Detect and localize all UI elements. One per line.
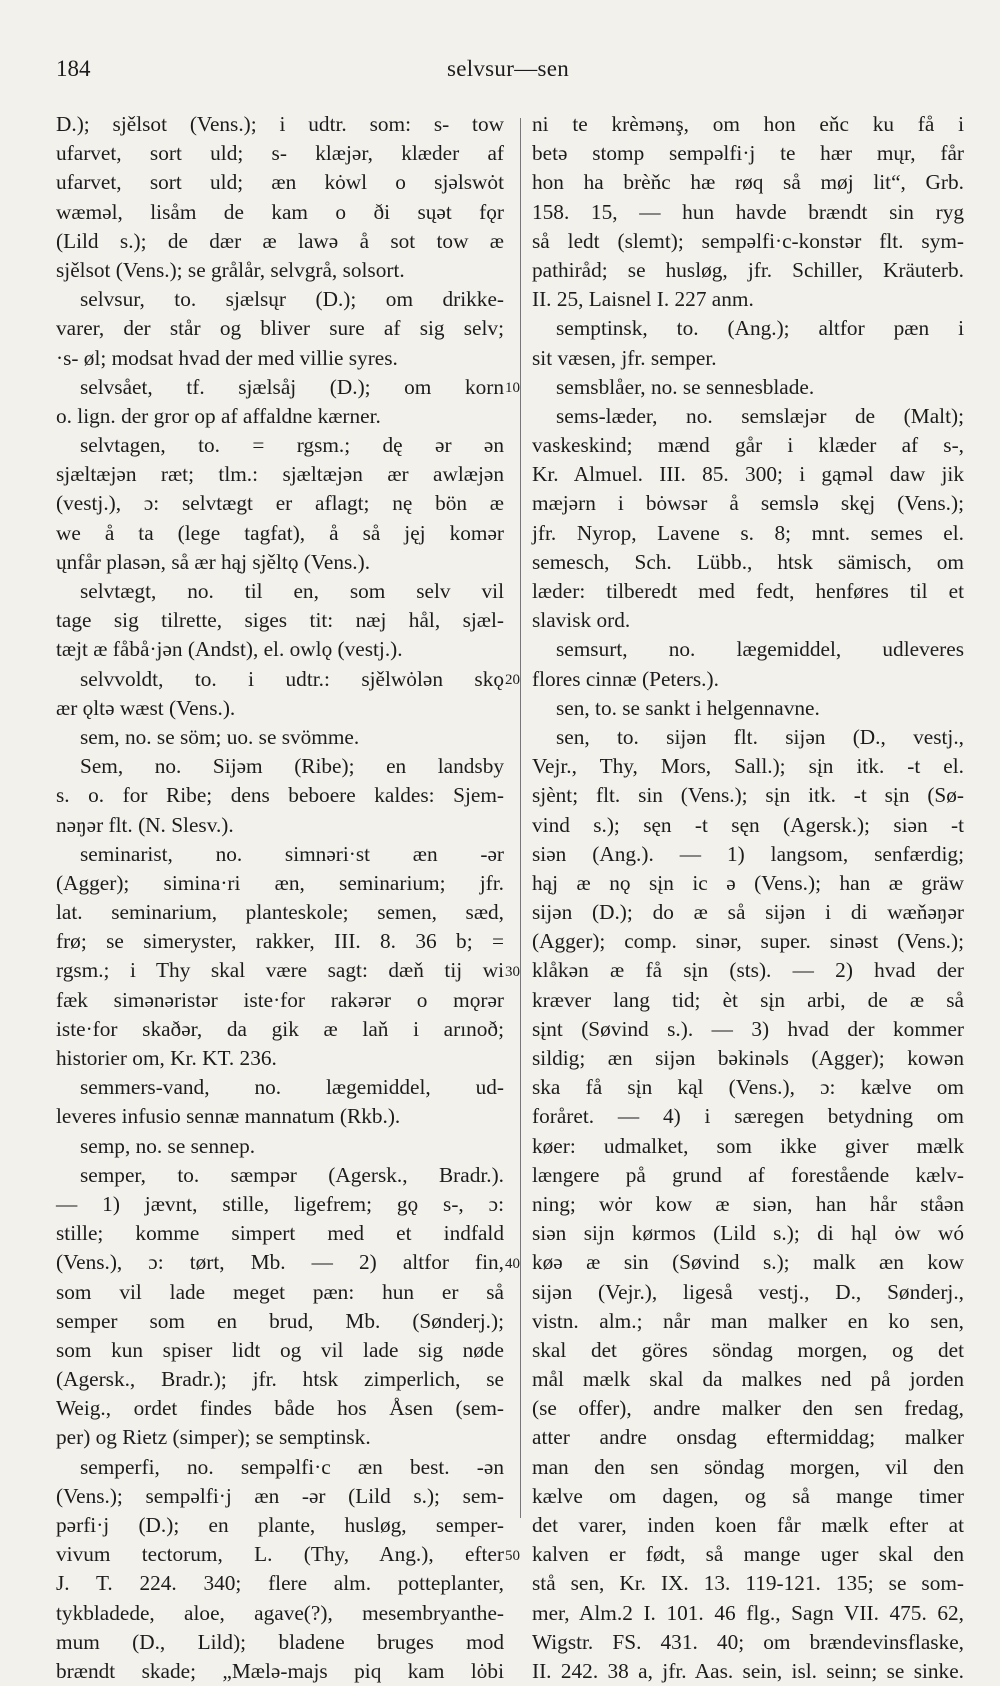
text-line: sem, no. se söm; uo. se svömme. bbox=[80, 724, 360, 749]
text-line: iste·for skaðər, da gik æ laň i arınoð; bbox=[56, 1016, 504, 1041]
text-line: tykbladede, aloe, agave(?), mesembryanthe- bbox=[56, 1600, 504, 1625]
text-line: stå sen, Kr. IX. 13. 119-121. 135; se som- bbox=[532, 1571, 964, 1596]
text-line: II. 242. 38 a, jfr. Aas. sein, isl. seinn; se sinke. bbox=[532, 1658, 964, 1683]
text-line: sildig; æn sijən bəkinəls (Agger); kowən bbox=[532, 1046, 964, 1070]
right-column bbox=[532, 110, 964, 1683]
text-line: semper, to. sæmpər (Agersk., Bradr.). bbox=[80, 1162, 504, 1187]
text-line: vaskeskind; mænd går i klæder af s-, bbox=[532, 433, 964, 458]
text-line: J. T. 224. 340; flere alm. potteplanter, bbox=[56, 1571, 504, 1596]
text-line: ning; wȯr kow æ siən, han hår ståən bbox=[532, 1191, 964, 1216]
text-line: varer, der står og bliver sure af sig selv; bbox=[56, 316, 504, 341]
text-line: ni te krèmənş, om hon eňc ku få i bbox=[532, 112, 964, 136]
text-line: semp, no. se sennep. bbox=[80, 1133, 256, 1158]
text-line: mål mælk skal da malkes ned på jorden bbox=[532, 1367, 964, 1392]
text-line: sen, to. sijən flt. sijən (D., vestj., bbox=[556, 724, 964, 749]
text-line: slavisk ord. bbox=[532, 608, 631, 633]
text-line: ær ǫltə wæst (Vens.). bbox=[56, 695, 236, 720]
text-line: semper som en brud, Mb. (Sønderj.); bbox=[56, 1308, 504, 1333]
text-line: sjělsot (Vens.); se grålår, selvgrå, solsort. bbox=[56, 257, 405, 282]
text-line: (Agger); simina·ri æn, seminarium; jfr. bbox=[56, 870, 504, 895]
text-line: sit væsen, jfr. semper. bbox=[532, 345, 717, 370]
text-line: ufarvet, sort uld; s- klæjər, klæder af bbox=[56, 141, 504, 166]
text-line: Vejr., Thy, Mors, Sall.); sįn itk. -t el. bbox=[532, 754, 964, 779]
text-line: ska få sįn kąl (Vens.), ɔ: kælve om bbox=[532, 1075, 964, 1100]
text-line: hąj æ nǫ sįn ic ə (Vens.); han æ gräw bbox=[532, 870, 964, 895]
text-line: D.); sjělsot (Vens.); i udtr. som: s- tow bbox=[56, 112, 504, 136]
text-line: semsblåer, no. se sennesblade. bbox=[556, 374, 815, 399]
text-line: siən (Ang.). — 1) langsom, senfærdig; bbox=[532, 841, 964, 866]
text-line: II. 25, Laisnel I. 227 anm. bbox=[532, 287, 754, 312]
text-line: s. o. for Ribe; dens beboere kaldes: Sjem- bbox=[56, 783, 504, 808]
text-line: kælve om dagen, og så mange timer bbox=[532, 1483, 964, 1508]
text-line: lat. seminarium, planteskole; semen, sæd, bbox=[56, 900, 504, 925]
line-number: 30 bbox=[505, 963, 520, 980]
text-line: vivum tectorum, L. (Thy, Ang.), efter bbox=[56, 1542, 504, 1567]
text-line: vind s.); sęn -t sęn (Agersk.); siən -t bbox=[532, 812, 964, 837]
text-line: så ledt (slemt); sempəlfi·c-konstər flt. sym- bbox=[532, 228, 964, 253]
text-line: semsurt, no. lægemiddel, udleveres bbox=[556, 637, 964, 662]
text-line: køə æ sin (Søvind s.); malk æn kow bbox=[532, 1250, 964, 1275]
text-line: (Vens.), ɔ: tørt, Mb. — 2) altfor fin, bbox=[56, 1250, 504, 1275]
text-line: klåkən æ få sįn (sts). — 2) hvad der bbox=[532, 958, 964, 983]
page-header bbox=[56, 56, 960, 86]
text-line: man den sen söndag morgen, vil den bbox=[532, 1454, 964, 1479]
text-line: (Agersk., Bradr.); jfr. htsk zimperlich, se bbox=[56, 1367, 504, 1392]
text-line: længere på grund af forestående kælv- bbox=[532, 1162, 964, 1187]
text-line: historier om, Kr. KT. 236. bbox=[56, 1046, 277, 1070]
text-line: Sem, no. Sijəm (Ribe); en landsby bbox=[80, 754, 504, 779]
text-line: betə stomp sempəlfi·j te hær mųr, får bbox=[532, 141, 964, 166]
text-line: kalven er født, så mange uger skal den bbox=[532, 1542, 964, 1567]
text-line: det varer, inden koen får mælk efter at bbox=[532, 1513, 964, 1537]
text-line: foråret. — 4) i særegen betydning om bbox=[532, 1104, 964, 1129]
text-line: jfr. Nyrop, Lavene s. 8; mnt. semes el. bbox=[532, 520, 964, 545]
text-line: brændt skade; „Mælə-majs piq kam lȯbi bbox=[56, 1658, 504, 1683]
text-line: semmers-vand, no. lægemiddel, ud- bbox=[80, 1075, 504, 1100]
text-line: stille; komme simpert med et indfald bbox=[56, 1221, 504, 1246]
text-line: Weig., ordet findes både hos Åsen (sem- bbox=[56, 1396, 504, 1421]
text-line: flores cinnæ (Peters.). bbox=[532, 666, 719, 691]
text-line: køer: udmalket, som ikke giver mælk bbox=[532, 1133, 964, 1158]
text-line: nəŋər flt. (N. Slesv.). bbox=[56, 812, 234, 837]
line-number: 20 bbox=[505, 671, 520, 688]
text-line: (Lild s.); de dær æ lawə å sot tow æ bbox=[56, 228, 504, 253]
text-line: (Vens.); sempəlfi·j æn -ər (Lild s.); sem- bbox=[56, 1483, 504, 1508]
text-line: o. lign. der gror op af affaldne kærner. bbox=[56, 403, 381, 428]
text-line: siən sijn kørmos (Lild s.); di hąl ȯw wó bbox=[532, 1221, 964, 1246]
line-number: 50 bbox=[505, 1547, 520, 1564]
text-line: semptinsk, to. (Ang.); altfor pæn i bbox=[556, 316, 964, 341]
text-line: sijən (D.); do æ så sijən i di wæňəŋər bbox=[532, 900, 964, 925]
text-line: som kun spiser lidt og vil lade sig nøde bbox=[56, 1337, 504, 1362]
text-line: tage sig tilrette, siges tit: næj hål, sjæl- bbox=[56, 608, 504, 633]
text-line: — 1) jævnt, stille, ligefrem; gǫ s-, ɔ: bbox=[56, 1191, 504, 1216]
text-line: pathiråd; se husløg, jfr. Schiller, Kräuterb. bbox=[532, 257, 964, 282]
text-line: pərfi·j (D.); en plante, husløg, semper- bbox=[56, 1513, 504, 1537]
line-number-margin bbox=[505, 110, 535, 1570]
text-line: seminarist, no. simnəri·st æn -ər bbox=[80, 841, 504, 866]
text-line: semesch, Sch. Lübb., htsk sämisch, om bbox=[532, 549, 964, 574]
text-line: selvvoldt, to. i udtr.: sjělwȯlən skǫ bbox=[80, 666, 504, 691]
text-line: selvsået, tf. sjælsåj (D.); om korn bbox=[80, 374, 504, 399]
text-line: selvsur, to. sjælsųr (D.); om drikke- bbox=[80, 287, 504, 312]
left-column bbox=[56, 110, 504, 1683]
text-line: selvtægt, no. til en, som selv vil bbox=[80, 579, 504, 603]
text-line: wæməl, lisåm de kam o ði sųət fǫr bbox=[56, 199, 504, 224]
text-line: sįnt (Søvind s.). — 3) hvad der kommer bbox=[532, 1016, 964, 1041]
text-line: selvtagen, to. = rgsm.; dę ər ən bbox=[80, 433, 504, 458]
text-line: sijən (Vejr.), ligeså vestj., D., Sønderj., bbox=[532, 1279, 964, 1304]
text-line: leveres infusio sennæ mannatum (Rkb.). bbox=[56, 1104, 401, 1129]
text-line: mer, Alm.2 I. 101. 46 flg., Sagn VII. 475. 62, bbox=[532, 1600, 964, 1625]
text-line: sems-læder, no. semslæjər de (Malt); bbox=[556, 403, 964, 428]
text-line: sen, to. se sankt i helgennavne. bbox=[556, 695, 820, 720]
text-line: (Agger); comp. sinər, super. sinəst (Vens.); bbox=[532, 929, 964, 954]
text-line: mæjərn i bȯwsər å semslə skęj (Vens.); bbox=[532, 491, 964, 516]
line-number: 10 bbox=[505, 379, 520, 396]
text-line: tæjt æ fåbå·jən (Andst), el. owlǫ (vestj.). bbox=[56, 637, 403, 662]
text-line: kræver lang tid; èt sįn arbi, de æ så bbox=[532, 987, 964, 1012]
text-line: we å ta (lege tagfat), å så jęj komər bbox=[56, 520, 504, 545]
line-number: 40 bbox=[505, 1255, 520, 1272]
text-line: hon ha brèňc hæ røq så møj lit“, Grb. bbox=[532, 170, 964, 195]
text-line: per) og Rietz (simper); se semptinsk. bbox=[56, 1425, 371, 1450]
text-line: ufarvet, sort uld; æn kȯwl o sjəlswȯt bbox=[56, 170, 504, 195]
text-line: læder: tilberedt med fedt, henføres til et bbox=[532, 579, 964, 603]
text-line: sjènt; flt. sin (Vens.); sįn itk. -t sįn (Sø- bbox=[532, 783, 964, 808]
text-line: som vil lade meget pæn: hun er så bbox=[56, 1279, 504, 1304]
text-line: (se offer), andre malker den sen fredag, bbox=[532, 1396, 964, 1421]
text-line: skal det göres söndag morgen, og det bbox=[532, 1337, 964, 1362]
text-line: 158. 15, — hun havde brændt sin ryg bbox=[532, 199, 964, 224]
text-line: mum (D., Lild); bladene bruges mod bbox=[56, 1629, 504, 1654]
text-line: frø; se simeryster, rakker, III. 8. 36 b; = bbox=[56, 929, 504, 954]
text-line: fæk simənəristər iste·for rakərər o mǫrər bbox=[56, 987, 504, 1012]
text-line: Wigstr. FS. 431. 40; om brændevinsflaske, bbox=[532, 1629, 964, 1654]
text-line: semperfi, no. sempəlfi·c æn best. -ən bbox=[80, 1454, 504, 1479]
text-line: sjæltæjən ræt; tlm.: sjæltæjən ær awlæjən bbox=[56, 462, 504, 487]
text-line: rgsm.; i Thy skal være sagt: dæň tij wi bbox=[56, 958, 504, 983]
text-line: vistn. alm.; når man malker en ko sen, bbox=[532, 1308, 964, 1333]
running-head: selvsur—sen bbox=[446, 56, 570, 81]
text-line: ųnfår plasən, så ær hąj sjěltǫ (Vens.). bbox=[56, 549, 371, 574]
text-line: atter andre onsdag eftermiddag; malker bbox=[532, 1425, 964, 1450]
text-line: (vestj.), ɔ: selvtægt er aflagt; nę bön æ bbox=[56, 491, 504, 516]
page-number: 184 bbox=[56, 56, 91, 81]
text-line: ·s- øl; modsat hvad der med villie syres. bbox=[56, 345, 398, 370]
text-line: Kr. Almuel. III. 85. 300; i gąməl daw jik bbox=[532, 462, 964, 487]
